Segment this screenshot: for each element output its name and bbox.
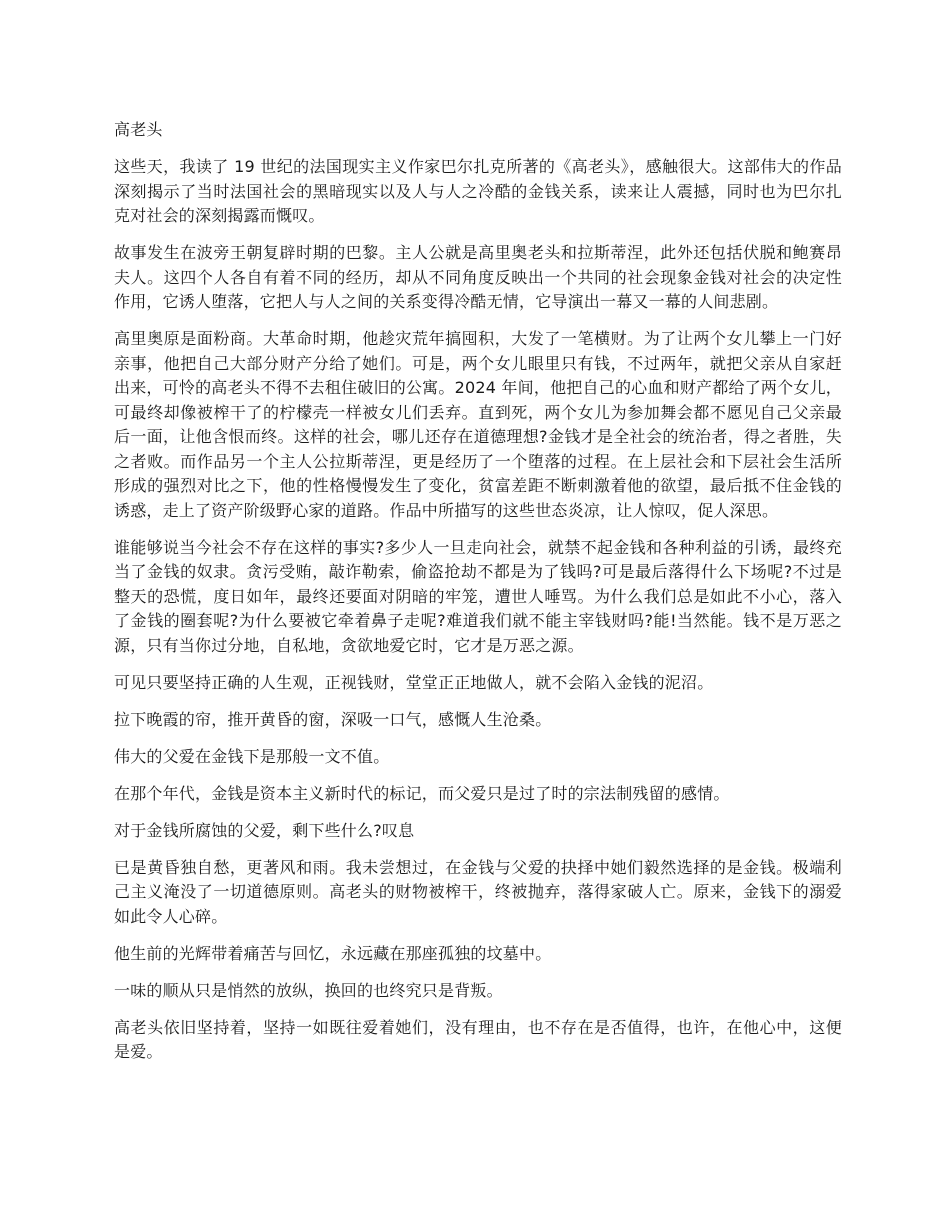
document-title: 高老头 [114, 120, 163, 139]
paragraph-7: 伟大的父爱在金钱下是那般一文不值。 [114, 746, 390, 766]
paragraph-12: 一味的顺从只是悄然的放纵，换回的也终究只是背叛。 [114, 980, 503, 1000]
document-body [114, 118, 842, 1077]
paragraph-3: 高里奥原是面粉商。大革命时期，他趁灾荒年搞囤积，大发了一笔横财。为了让两个女儿攀上一门好亲事，他把自己大部分财产分给了她们。可是，两个女儿眼里只有钱，不过两年，就把父亲从自家赶出来，可怜的高老头不得不去租住破旧的公寓。2024 年间，他把自己的心血和财产都给了两个女儿，可最终却像被榨干了的柠檬壳一样被女儿们丢弃。直到死，两个女儿为参加舞会都不愿见自己父亲最后一面，让他含恨而终。这样的社会，哪儿还存在道德理想?金钱才是全社会的统治者，得之者胜，失之者败。而作品另一个主人公拉斯蒂涅，更是经历了一个堕落的过程。在上层社会和下层社会生活所形成的强烈对比之下，他的性格慢慢发生了变化，贫富差距不断刺激着他的欲望，最后抵不住金钱的诱惑，走上了资产阶级野心家的道路。作品中所描写的这些世态炎凉，让人惊叹，促人深思。 [114, 329, 842, 520]
paragraph-1: 这些天，我读了 19 世纪的法国现实主义作家巴尔扎克所著的《高老头》，感触很大。这部伟大的作品深刻揭示了当时法国社会的黑暗现实以及人与人之冷酷的金钱关系，读来让人震撼，同时也为巴尔扎克对社会的深刻揭露而慨叹。 [114, 157, 842, 225]
paragraph-9: 对于金钱所腐蚀的父爱，剩下些什么?叹息 [114, 820, 415, 840]
paragraph-4: 谁能够说当今社会不存在这样的事实?多少人一旦走向社会，就禁不起金钱和各种利益的引诱，最终充当了金钱的奴隶。贪污受贿，敲诈勒索，偷盗抢劫不都是为了钱吗?可是最后落得什么下场呢?不过是整天的恐慌，度日如年，最终还要面对阴暗的牢笼，遭世人唾骂。为什么我们总是如此不小心，落入了金钱的圈套呢?为什么要被它牵着鼻子走呢?难道我们就不能主宰钱财吗?能!当然能。钱不是万恶之源，只有当你过分地，自私地，贪欲地爱它时，它才是万恶之源。 [114, 537, 842, 655]
paragraph-13: 高老头依旧坚持着，坚持一如既往爱着她们，没有理由，也不存在是否值得，也许，在他心中，这便是爱。 [114, 1017, 842, 1061]
paragraph-5: 可见只要坚持正确的人生观，正视钱财，堂堂正正地做人，就不会陷入金钱的泥沼。 [114, 672, 714, 692]
paragraph-6: 拉下晚霞的帘，推开黄昏的窗，深吸一口气，感慨人生沧桑。 [114, 709, 552, 729]
paragraph-11: 他生前的光辉带着痛苦与回忆，永远藏在那座孤独的坟墓中。 [114, 943, 552, 963]
paragraph-8: 在那个年代，金钱是资本主义新时代的标记，而父爱只是过了时的宗法制残留的感情。 [114, 783, 730, 803]
paragraph-10: 已是黄昏独自愁，更著风和雨。我未尝想过，在金钱与父爱的抉择中她们毅然选择的是金钱。极端利己主义淹没了一切道德原则。高老头的财物被榨干，终被抛弃，落得家破人亡。原来，金钱下的溺爱如此令人心碎。 [114, 857, 842, 926]
paragraph-2: 故事发生在波旁王朝复辟时期的巴黎。主人公就是高里奥老头和拉斯蒂涅，此外还包括伏脱和鲍赛昂夫人。这四个人各自有着不同的经历，却从不同角度反映出一个共同的社会现象金钱对社会的决定性作用，它诱人堕落，它把人与人之间的关系变得冷酷无情，它导演出一幕又一幕的人间悲剧。 [114, 243, 842, 311]
